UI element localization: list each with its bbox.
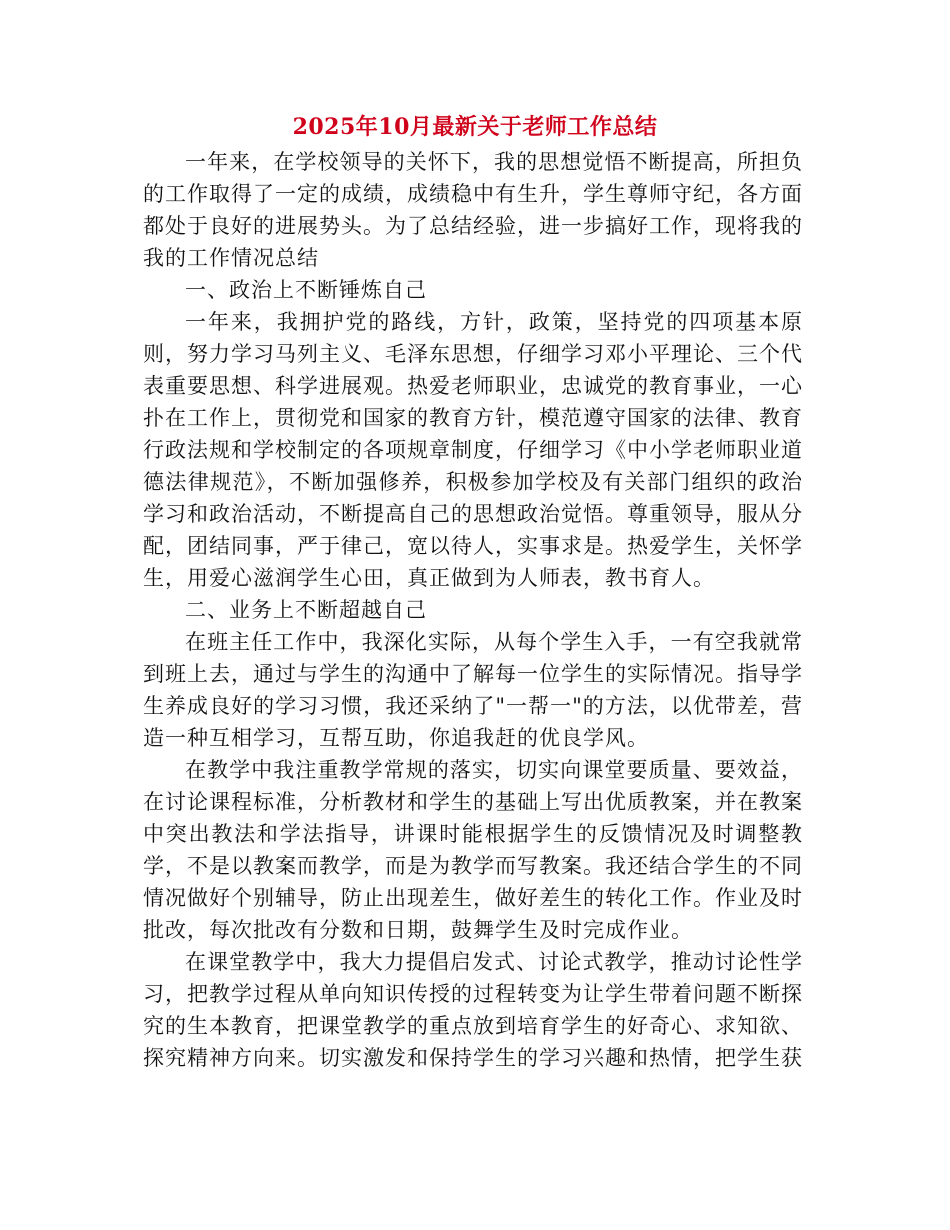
document-body <box>143 146 803 1074</box>
section-heading-politics: 一、政治上不断锤炼自己 <box>185 278 427 302</box>
intro-paragraph: 一年来，在学校领导的关怀下，我的思想觉悟不断提高，所担负的工作取得了一定的成绩，成绩稳中有生升，学生尊师守纪，各方面都处于良好的进展势头。为了总结经验，进一步搞好工作，现将我的我的工作情况总结 <box>143 150 803 270</box>
document-title: 2025年10月最新关于老师工作总结 <box>292 114 658 140</box>
teaching-paragraph: 在教学中我注重教学常规的落实，切实向课堂要质量、要效益，在讨论课程标准，分析教材和学生的基础上写出优质教案，并在教案中突出教法和学法指导，讲课时能根据学生的反馈情况及时调整教学，不是以教案而教学，而是为教学而写教案。我还结合学生的不同情况做好个别辅导，防止出现差生，做好差生的转化工作。作业及时批改，每次批改有分数和日期，鼓舞学生及时完成作业。 <box>143 758 803 942</box>
politics-paragraph: 一年来，我拥护党的路线，方针，政策，坚持党的四项基本原则，努力学习马列主义、毛泽东思想，仔细学习邓小平理论、三个代表重要思想、科学进展观。热爱老师职业，忠诚党的教育事业，一心扑在工作上，贯彻党和国家的教育方针，模范遵守国家的法律、教育行政法规和学校制定的各项规章制度，仔细学习《中小学老师职业道德法律规范》，不断加强修养，积极参加学校及有关部门组织的政治学习和政治活动，不断提高自己的思想政治觉悟。尊重领导，服从分配，团结同事，严于律己，宽以待人，实事求是。热爱学生，关怀学生，用爱心滋润学生心田，真正做到为人师表，教书育人。 <box>143 310 803 590</box>
classroom-paragraph: 在课堂教学中，我大力提倡启发式、讨论式教学，推动讨论性学习，把教学过程从单向知识传授的过程转变为让学生带着问题不断探究的生本教育，把课堂教学的重点放到培育学生的好奇心、求知欲、探究精神方向来。切实激发和保持学生的学习兴趣和热情，把学生获 <box>143 950 803 1070</box>
section-heading-business: 二、业务上不断超越自己 <box>185 598 427 622</box>
class-teacher-paragraph: 在班主任工作中，我深化实际，从每个学生入手，一有空我就常到班上去，通过与学生的沟通中了解每一位学生的实际情况。指导学生养成良好的学习习惯，我还采纳了"一帮一"的方法，以优带差，营造一种互相学习，互帮互助，你追我赶的优良学风。 <box>143 630 803 750</box>
